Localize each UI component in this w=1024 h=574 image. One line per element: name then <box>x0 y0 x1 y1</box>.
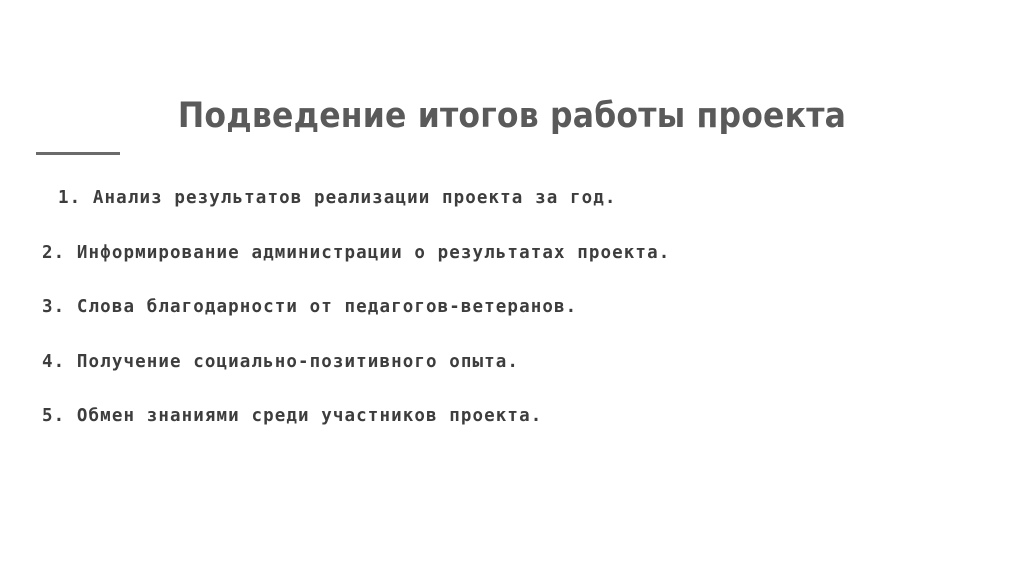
list-item: 2. Информирование администрации о результатах проекта. <box>42 242 671 263</box>
list-item: 1. Анализ результатов реализации проекта за год. <box>58 188 617 208</box>
list-item: 3. Слова благодарности от педагогов-ветеранов. <box>42 297 578 317</box>
page-title: Подведение итогов работы проекта <box>177 96 847 136</box>
title-divider-icon <box>36 152 120 155</box>
summary-list <box>42 190 982 463</box>
list-item: 4. Получение социально-позитивного опыта. <box>42 351 520 372</box>
list-item: 5. Обмен знаниями среди участников проекта. <box>42 406 543 426</box>
